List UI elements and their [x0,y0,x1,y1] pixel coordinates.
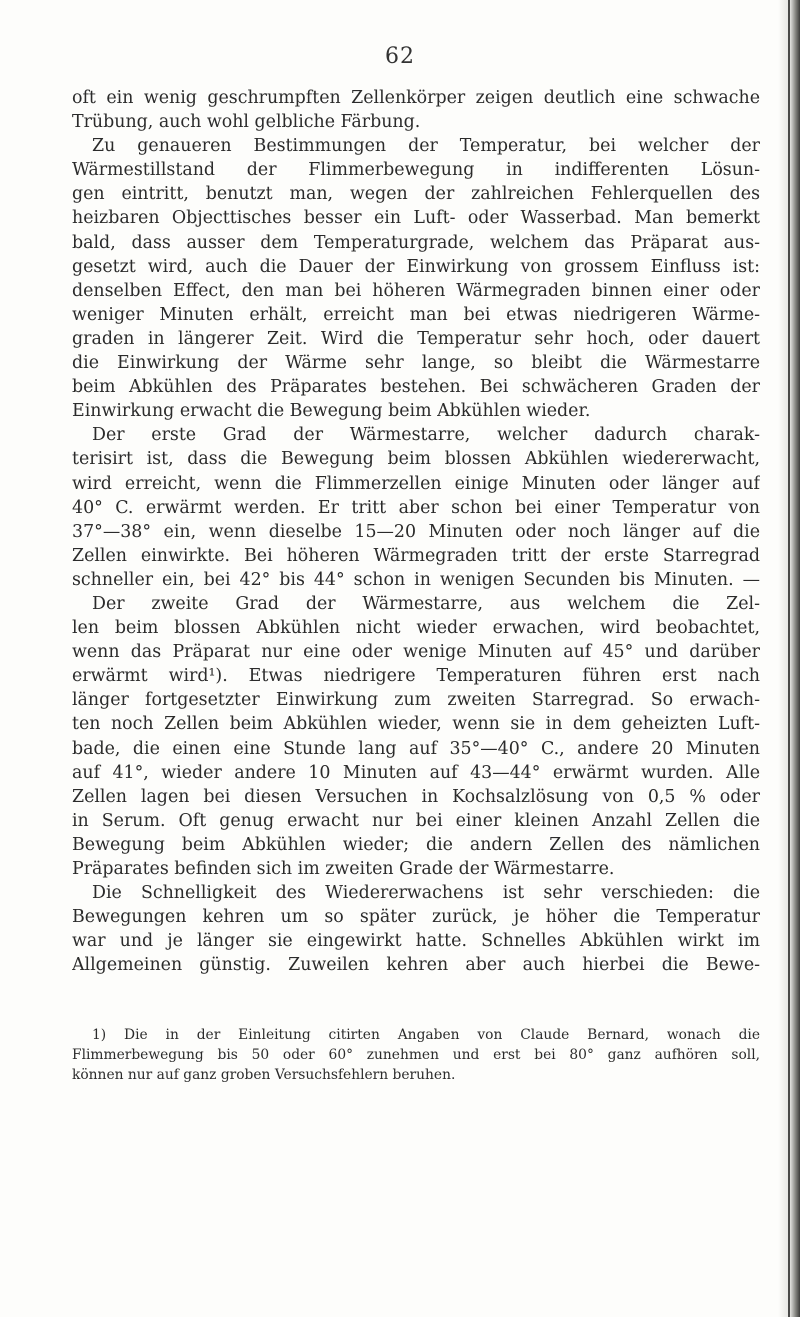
body-text [72,86,760,977]
body-line: auf 41°, wieder andere 10 Minuten auf 43—44° erwärmt wurden. Alle [72,762,760,783]
body-line: gen eintritt, benutzt man, wegen der zahlreichen Fehlerquellen des [72,184,760,205]
body-line: Bewegung beim Abkühlen wieder; die andern Zellen des nämlichen [72,834,760,855]
body-line: Präparates befinden sich im zweiten Grade der Wärmestarre. [72,859,615,879]
body-line: gesetzt wird, auch die Dauer der Einwirkung von grossem Einfluss ist: [72,256,760,277]
body-line: Bewegungen kehren um so später zurück, je höher die Temperatur [72,907,760,928]
body-line: bald, dass ausser dem Temperaturgrade, welchem das Präparat aus- [72,232,760,253]
body-line: 40° C. erwärmt werden. Er tritt aber schon bei einer Temperatur von [72,497,760,518]
body-line: länger fortgesetzter Einwirkung zum zweiten Starregrad. So erwach- [72,690,760,711]
footnote-line: können nur auf ganz groben Versuchsfehlern beruhen. [72,1067,456,1083]
footnote-line: 1) Die in der Einleitung citirten Angaben von Claude Bernard, wonach die [92,1027,760,1043]
body-line: Trübung, auch wohl gelbliche Färbung. [72,112,421,133]
body-line: Zu genaueren Bestimmungen der Temperatur, bei welcher der [92,136,760,157]
page-edge-line [788,0,790,1317]
body-line: Der zweite Grad der Wärmestarre, aus welchem die Zel- [92,593,760,614]
page-number: 62 [385,44,415,69]
body-line: len beim blossen Abkühlen nicht wieder erwachen, wird beobachtet, [72,618,760,639]
body-line: Die Schnelligkeit des Wiedererwachens ist sehr verschieden: die [92,883,760,904]
body-line: bade, die einen eine Stunde lang auf 35°—40° C., andere 20 Minuten [72,738,760,759]
body-line: war und je länger sie eingewirkt hatte. Schnelles Abkühlen wirkt im [72,931,760,952]
body-line: in Serum. Oft genug erwacht nur bei einer kleinen Anzahl Zellen die [72,810,760,831]
body-line: wird erreicht, wenn die Flimmerzellen einige Minuten oder länger auf [72,473,760,494]
body-line: graden in längerer Zeit. Wird die Temperatur sehr hoch, oder dauert [72,328,760,349]
body-line: erwärmt wird¹). Etwas niedrigere Temperaturen führen erst nach [72,666,760,687]
body-line: heizbaren Objecttisches besser ein Luft- oder Wasserbad. Man bemerkt [72,208,760,229]
body-line: beim Abkühlen des Präparates bestehen. Bei schwächeren Graden der [72,377,760,398]
body-line: denselben Effect, den man bei höheren Wärmegraden binnen einer oder [72,280,760,301]
body-line: schneller ein, bei 42° bis 44° schon in wenigen Secunden bis Minuten. — [72,569,760,590]
body-line: ten noch Zellen beim Abkühlen wieder, wenn sie in dem geheizten Luft- [72,714,760,735]
body-line: 37°—38° ein, wenn dieselbe 15—20 Minuten oder noch länger auf die [72,521,760,542]
body-line: weniger Minuten erhält, erreicht man bei etwas niedrigeren Wärme- [72,304,760,325]
body-line: Zellen einwirkte. Bei höheren Wärmegraden tritt der erste Starregrad [72,545,760,566]
body-line: Einwirkung erwacht die Bewegung beim Abkühlen wieder. [72,401,591,422]
body-line: Der erste Grad der Wärmestarre, welcher dadurch charak- [92,425,760,446]
body-line: oft ein wenig geschrumpften Zellenkörper zeigen deutlich eine schwache [72,88,760,108]
body-line: wenn das Präparat nur eine oder wenige Minuten auf 45° und darüber [72,642,760,663]
body-line: terisirt ist, dass die Bewegung beim blossen Abkühlen wiedererwacht, [72,449,760,470]
footnote [72,1025,760,1085]
body-line: Wärmestillstand der Flimmerbewegung in indifferenten Lösun- [72,160,760,181]
body-line: Zellen lagen bei diesen Versuchen in Kochsalzlösung von 0,5 % oder [72,786,760,807]
body-line: die Einwirkung der Wärme sehr lange, so bleibt die Wärmestarre [72,353,760,374]
body-line: Allgemeinen günstig. Zuweilen kehren aber auch hierbei die Bewe- [72,955,760,976]
footnote-line: Flimmerbewegung bis 50 oder 60° zunehmen und erst bei 80° ganz aufhören soll, [72,1047,760,1063]
